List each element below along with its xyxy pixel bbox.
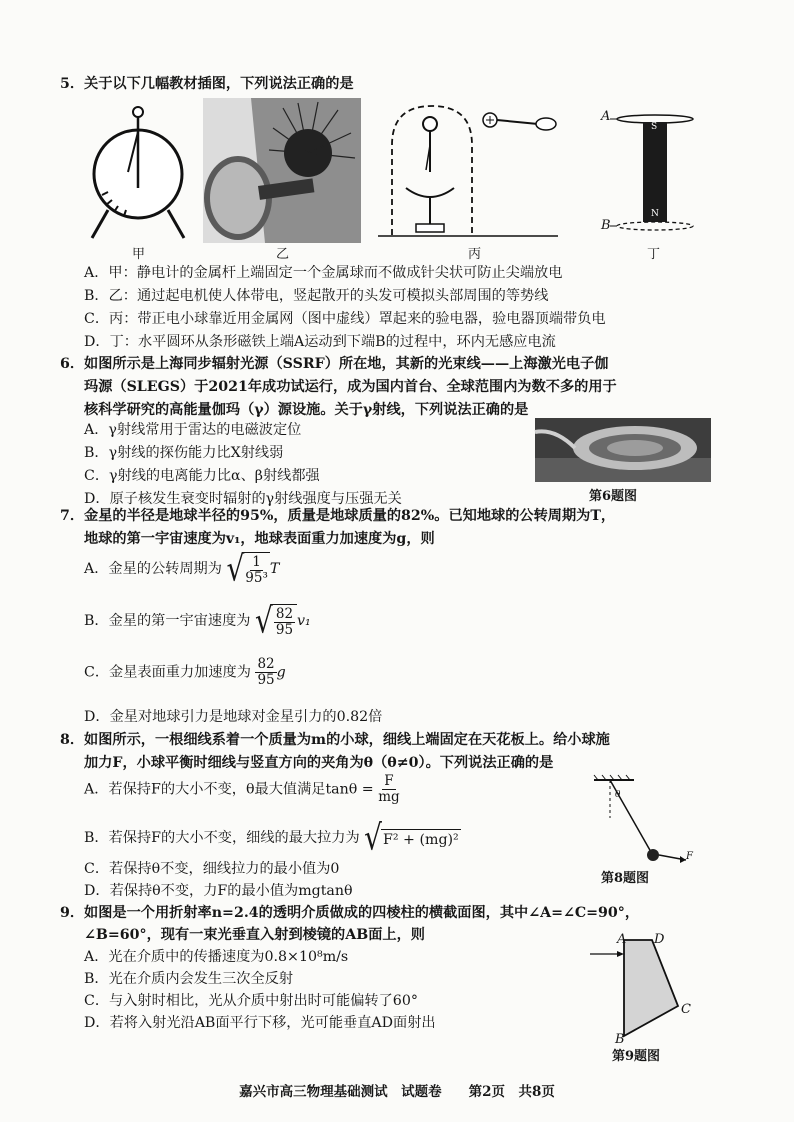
ssrf-aerial-photo bbox=[535, 418, 711, 482]
q8-option-c: C．若保持θ不变，细线拉力的最小值为0 bbox=[84, 861, 340, 877]
sqrt-expression: √ $\frac{82}{95}$ bbox=[255, 604, 297, 638]
q9-stem-line1: 9．如图是一个用折射率n=2.4的透明介质做成的四棱柱的横截面图，其中∠A=∠C=90°， bbox=[60, 905, 640, 921]
q8-option-a-text: A．若保持F的大小不变，θ最大值满足tanθ = bbox=[84, 781, 374, 798]
fraction-denominator: 95³ bbox=[245, 569, 268, 586]
q7-option-b bbox=[84, 599, 311, 641]
q5-option-b: B．乙：通过起电机使人体带电，竖起散开的头发可模拟头部周围的等势线 bbox=[84, 288, 549, 304]
page-footer: 嘉兴市高三物理基础测试 试题卷 第2页 共8页 bbox=[239, 1084, 555, 1100]
q8-stem-line1: 8．如图所示，一根细线系着一个质量为m的小球，细线上端固定在天花板上。给小球施 bbox=[60, 732, 610, 748]
q9-option-b: B．光在介质内会发生三次全反射 bbox=[84, 971, 294, 987]
q7-option-c-symbol: g bbox=[276, 664, 286, 681]
fraction-denominator: 95 bbox=[275, 621, 294, 638]
q6-stem-line2: 玛源（SLEGS）于2021年成功试运行，成为国内首台、全球范围内为数不多的用于 bbox=[84, 379, 617, 395]
q9-option-d: D．若将入射光沿AB面平行下移，光可能垂直AD面射出 bbox=[84, 1015, 436, 1031]
q6-figure-caption: 第6题图 bbox=[589, 489, 638, 504]
fraction-numerator: 82 bbox=[257, 656, 275, 672]
q6-stem-line1: 6．如图所示是上海同步辐射光源（SSRF）所在地，其新的光束线——上海激光电子伽 bbox=[60, 356, 609, 372]
q8-option-d: D．若保持θ不变，力F的最小值为mgtanθ bbox=[84, 883, 353, 899]
vertex-label-D: D bbox=[654, 932, 665, 947]
q5-option-d: D．丁：水平圆环从条形磁铁上端A运动到下端B的过程中，环内无感应电流 bbox=[84, 334, 556, 350]
vertex-label-C: C bbox=[681, 1002, 691, 1017]
radicand: F² + (mg)² bbox=[381, 829, 461, 848]
q6-option-a: A．γ射线常用于雷达的电磁波定位 bbox=[84, 422, 302, 438]
fraction-numerator: 82 bbox=[275, 606, 294, 622]
q7-option-b-symbol: v₁ bbox=[297, 612, 311, 629]
fraction-numerator: 1 bbox=[252, 554, 261, 570]
q7-option-d: D．金星对地球引力是地球对金星引力的0.82倍 bbox=[84, 709, 383, 725]
q7-option-a-symbol: T bbox=[269, 560, 280, 577]
q7-option-c bbox=[84, 657, 286, 688]
electroscope-figure bbox=[88, 102, 188, 242]
q8-figure-caption: 第8题图 bbox=[601, 871, 650, 886]
q6-option-d: D．原子核发生衰变时辐射的γ射线强度与压强无关 bbox=[84, 491, 402, 507]
q7-option-a-text: A．金星的公转周期为 bbox=[84, 560, 222, 577]
q9-stem-line2: ∠B=60°，现有一束光垂直入射到棱镜的AB面上，则 bbox=[84, 927, 425, 943]
sqrt-expression: √ $\frac{1}{\text{95³}}$ bbox=[226, 547, 268, 589]
figure-label-ding: 丁 bbox=[647, 247, 661, 262]
q7-stem-line1: 7．金星的半径是地球半径的95%，质量是地球质量的82%。已知地球的公转周期为T， bbox=[60, 508, 616, 524]
q7-option-b-text: B．金星的第一宇宙速度为 bbox=[84, 612, 251, 629]
q8-option-a bbox=[84, 774, 400, 805]
q5-option-c: C．丙：带正电小球靠近用金属网（图中虚线）罩起来的验电器，验电器顶端带负电 bbox=[84, 311, 606, 327]
q7-stem-line2: 地球的第一宇宙速度为v₁，地球表面重力加速度为g，则 bbox=[84, 531, 435, 547]
vertex-label-A: A bbox=[617, 932, 627, 947]
static-hair-photo bbox=[203, 98, 361, 243]
q9-figure-caption: 第9题图 bbox=[612, 1049, 661, 1064]
magnet-pole-S: S bbox=[651, 122, 658, 132]
fraction-denominator: mg bbox=[378, 788, 400, 805]
prism-cross-section-figure bbox=[590, 936, 690, 1044]
q7-option-c-text: C．金星表面重力加速度为 bbox=[84, 664, 251, 681]
q6-option-c: C．γ射线的电离能力比α、β射线都强 bbox=[84, 468, 320, 484]
q5-option-a: A．甲：静电计的金属杆上端固定一个金属球而不做成针尖状可防止尖端放电 bbox=[84, 265, 563, 281]
q7-option-a bbox=[84, 547, 280, 589]
figure-label-jia: 甲 bbox=[132, 247, 146, 262]
q8-option-b bbox=[84, 816, 461, 858]
sqrt-expression: √ F² + (mg)² bbox=[364, 816, 459, 858]
magnet-label-B: B bbox=[601, 218, 611, 233]
magnet-label-A: A bbox=[601, 109, 611, 124]
force-label: F bbox=[686, 851, 693, 862]
figure-label-yi: 乙 bbox=[276, 247, 290, 262]
q6-stem-line3: 核科学研究的高能量伽玛（γ）源设施。关于γ射线，下列说法正确的是 bbox=[84, 402, 529, 418]
magnet-pole-N: N bbox=[651, 209, 659, 219]
fraction-numerator: F bbox=[384, 773, 394, 789]
q9-option-c: C．与入射时相比，光从介质中射出时可能偏转了60° bbox=[84, 993, 418, 1009]
q8-option-b-text: B．若保持F的大小不变，细线的最大拉力为 bbox=[84, 830, 360, 846]
q6-option-b: B．γ射线的探伤能力比X射线弱 bbox=[84, 445, 284, 461]
q5-stem: 5．关于以下几幅教材插图，下列说法正确的是 bbox=[60, 76, 354, 92]
vertex-label-B: B bbox=[615, 1032, 625, 1047]
q8-stem-line2: 加力F，小球平衡时细线与竖直方向的夹角为θ（θ≠0）。下列说法正确的是 bbox=[84, 755, 554, 771]
q9-option-a: A．光在介质中的传播速度为0.8×10⁸m/s bbox=[84, 949, 349, 965]
figure-label-bing: 丙 bbox=[468, 247, 482, 262]
metal-net-electroscope-figure bbox=[378, 100, 558, 243]
fraction-denominator: 95 bbox=[257, 671, 275, 688]
theta-label: θ bbox=[615, 790, 621, 800]
